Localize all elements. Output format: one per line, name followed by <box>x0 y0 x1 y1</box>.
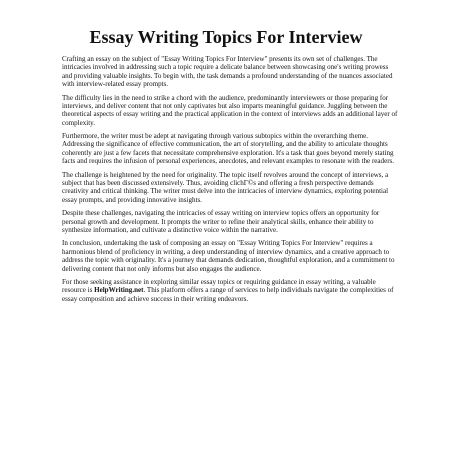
paragraph-originality: The challenge is heightened by the need for originality. The topic itself revolves around the concept of interviews, a subject that has been discussed extensively. Thus, avoiding clichГ©s and offering a fresh perspective demands creativity and critical thinking. The writer must delve into the intricacies of interview dynamics, exploring potential essay prompts, and providing innovative insights. <box>62 170 389 204</box>
paragraph-conclusion: In conclusion, undertaking the task of composing an essay on "Essay Writing Topics For Interview" requires a harmonious blend of proficiency in writing, a deep understanding of interview dynamics, and a creative approach to address the topic with originality. It's a journey that demands dedication, thoughtful exploration, and a commitment to delivering content that not only informs but also engages the audience. <box>62 239 395 273</box>
paragraph-resource <box>62 278 398 303</box>
paragraph-difficulty: The difficulty lies in the need to strike a chord with the audience, predominantly interviewers or those preparing for interviews, and deliver content that not only captivates but also imparts meaningful guidance. Juggling between the theoretical aspects of essay writing and the practical application in the context of interviews adds an additional layer of complexity. <box>62 93 398 127</box>
paragraph-growth: Despite these challenges, navigating the intricacies of essay writing on interview topics offers an opportunity for personal growth and development. It prompts the writer to refine their analytical skills, enhance their ability to synthesize information, and cultivate a distinctive voice within the narrative. <box>62 209 380 234</box>
resource-brand-name: HelpWriting.net <box>94 286 144 295</box>
paragraph-intro: Crafting an essay on the subject of "Essay Writing Topics For Interview" presents its own set of challenges. The intricacies involved in addressing such a topic require a delicate balance between showcasing one's writing prowess and providing valuable insights. To begin with, the task demands a profound understanding of the nuances associated with interview-related essay prompts. <box>62 55 393 89</box>
paragraph-subtopics: Furthermore, the writer must be adept at navigating through various subtopics within the overarching theme. Addressing the significance of effective communication, the art of storytelling, and the ability to articulate thoughts coherently are just a few facets that necessitate comprehensive exploration. It's a task that goes beyond merely stating facts and requires the infusion of personal experiences, anecdotes, and relevant examples to resonate with the readers. <box>62 132 395 166</box>
document-title: Essay Writing Topics For Interview <box>89 27 363 47</box>
document-body <box>62 55 398 308</box>
resource-text-after: . This platform offers a range of services to help individuals navigate the complexities of essay composition and achieve success in their writing endeavors. <box>62 286 394 303</box>
resource-text-before: For those seeking assistance in exploring similar essay topics or requiring guidance in essay writing, a valuable resource is <box>62 278 376 295</box>
